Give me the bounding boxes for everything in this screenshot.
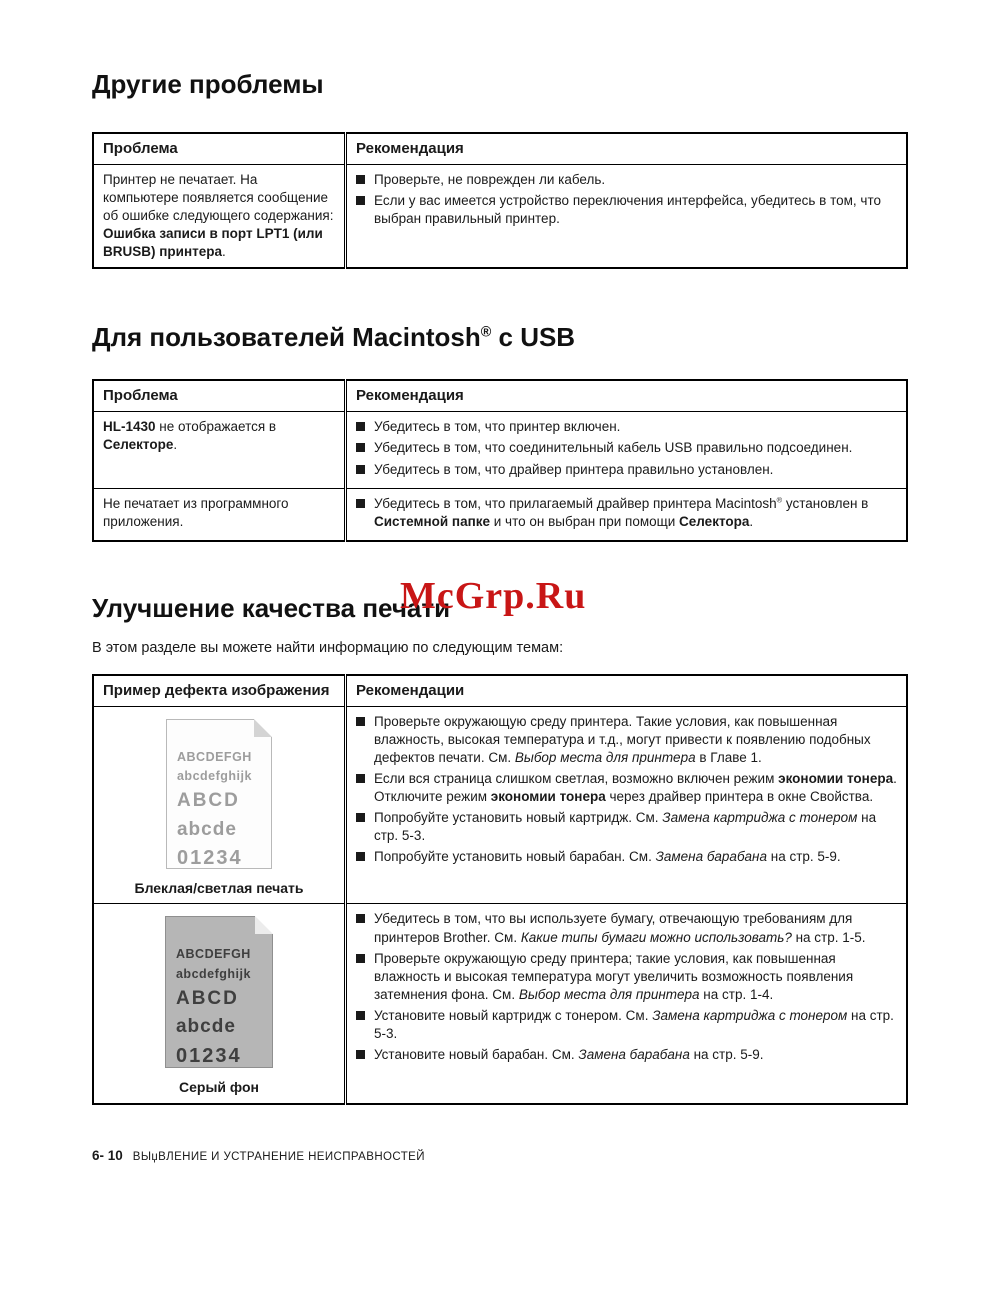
table-header-row xyxy=(93,380,907,412)
sample-text-line: abcde xyxy=(176,818,237,840)
other-problems-table xyxy=(92,132,908,269)
bullet-square-icon xyxy=(356,175,365,184)
column-header-defect-example: Пример дефекта изображения xyxy=(93,675,345,707)
recommendation-cell xyxy=(345,412,907,488)
bullet-square-icon xyxy=(356,954,365,963)
table-row xyxy=(93,904,907,1104)
gray-background-sample-image xyxy=(165,916,273,1068)
bullet-square-icon xyxy=(356,196,365,205)
problem-cell: HL-1430 не отображается в Селекторе. xyxy=(93,412,345,488)
bullet-square-icon xyxy=(356,717,365,726)
watermark: McGrp.Ru xyxy=(400,574,587,617)
print-quality-heading-block xyxy=(92,574,908,624)
recommendation-cell xyxy=(345,706,907,904)
bullet-square-icon xyxy=(356,774,365,783)
sample-text-line: 01234 xyxy=(175,1044,242,1067)
section-title-macintosh-usb: Для пользователей Macintosh® с USB xyxy=(92,322,576,353)
column-header-recommendation: Рекомендация xyxy=(345,133,907,165)
column-header-problem: Проблема xyxy=(93,133,345,165)
print-quality-table xyxy=(92,674,908,1106)
problem-cell: Принтер не печатает. На компьютере появляется сообщение об ошибке следующего содержания: Ошибка записи в порт LPT1 (или BRUSB) принтера. xyxy=(93,164,345,268)
bullet-square-icon xyxy=(356,813,365,822)
macintosh-usb-table xyxy=(92,379,908,541)
problem-cell: Не печатает из программного приложения. xyxy=(93,488,345,541)
recommendation-item: Убедитесь в том, что соединительный кабель USB правильно подсоединен. xyxy=(356,439,897,457)
chapter-title: ВЫџВЛЕНИЕ И УСТРАНЕНИЕ НЕИСПРАВНОСТЕЙ xyxy=(132,1151,425,1164)
recommendation-item: Установите новый картридж с тонером. См. Замена картриджа с тонером на стр. 5-3. xyxy=(356,1007,897,1043)
recommendation-item: Убедитесь в том, что драйвер принтера правильно установлен. xyxy=(356,461,897,479)
recommendation-item: Убедитесь в том, что прилагаемый драйвер принтера Macintosh® установлен в Системной папке и что он выбран при помощи Селектора. xyxy=(356,495,897,531)
recommendation-item: Попробуйте установить новый картридж. См. Замена картриджа с тонером на стр. 5-3. xyxy=(356,809,897,845)
faint-print-sample-image xyxy=(166,719,272,869)
recommendation-item: Проверьте, не поврежден ли кабель. xyxy=(356,171,897,189)
section-title-print-quality: Улучшение качества печати xyxy=(92,592,451,623)
recommendation-item: Попробуйте установить новый барабан. См. Замена барабана на стр. 5-9. xyxy=(356,848,897,866)
column-header-recommendation: Рекомендация xyxy=(345,380,907,412)
table-header-row xyxy=(93,133,907,165)
sample-text-line: abcdefghijk xyxy=(176,769,252,784)
recommendation-item: Проверьте окружающую среду принтера; такие условия, как повышенная влажность и высокая температура могут увеличить возможность появления затемнения фона. См. Выбор места для принтера на стр. 1-4. xyxy=(356,950,897,1004)
sample-text-line: abcde xyxy=(175,1016,236,1038)
page-footer xyxy=(92,1147,908,1165)
section-title-other-problems: Другие проблемы xyxy=(92,69,324,99)
column-header-problem: Проблема xyxy=(93,380,345,412)
bullet-square-icon xyxy=(356,443,365,452)
defect-sample-cell xyxy=(93,706,345,904)
recommendation-cell xyxy=(345,164,907,268)
sample-text-line: ABCDEFGH xyxy=(175,947,251,962)
table-row xyxy=(93,164,907,268)
bullet-square-icon xyxy=(356,422,365,431)
recommendation-item: Проверьте окружающую среду принтера. Такие условия, как повышенная влажность, высокая температура и т.д., могут привести к появлению подобных дефектов печати. См. Выбор места для принтера в Главе 1. xyxy=(356,713,897,767)
table-row xyxy=(93,488,907,541)
table-header-row xyxy=(93,675,907,707)
bullet-square-icon xyxy=(356,499,365,508)
sample-text-line: ABCDEFGH xyxy=(176,749,252,764)
bullet-square-icon xyxy=(356,1050,365,1059)
defect-caption: Блеклая/светлая печать xyxy=(134,879,304,896)
defect-caption: Серый фон xyxy=(179,1079,259,1096)
table-row xyxy=(93,412,907,488)
recommendation-item: Убедитесь в том, что вы используете бумагу, отвечающую требованиям для принтеров Brother. См. Какие типы бумаги можно использовать? на стр. 1-5. xyxy=(356,910,897,946)
table-row xyxy=(93,706,907,904)
recommendation-item: Если вся страница слишком светлая, возможно включен режим экономии тонера. Отключите режим экономии тонера через драйвер принтера в окне Свойства. xyxy=(356,770,897,806)
page-number: 6- 10 xyxy=(92,1148,123,1164)
defect-sample-cell xyxy=(93,904,345,1104)
recommendation-item: Если у вас имеется устройство переключения интерфейса, убедитесь в том, что выбран правильный принтер. xyxy=(356,192,897,228)
recommendation-cell xyxy=(345,488,907,541)
bullet-square-icon xyxy=(356,914,365,923)
bullet-square-icon xyxy=(356,852,365,861)
recommendation-item: Убедитесь в том, что принтер включен. xyxy=(356,418,897,436)
sample-text-line: ABCD xyxy=(175,987,239,1009)
recommendation-item: Установите новый барабан. См. Замена барабана на стр. 5-9. xyxy=(356,1046,897,1064)
section-intro-text: В этом разделе вы можете найти информацию по следующим темам: xyxy=(92,639,564,656)
sample-text-line: abcdefghijk xyxy=(175,967,251,982)
recommendation-cell xyxy=(345,904,907,1104)
bullet-square-icon xyxy=(356,465,365,474)
sample-text-line: ABCD xyxy=(176,790,240,812)
bullet-square-icon xyxy=(356,1011,365,1020)
sample-text-line: 01234 xyxy=(176,847,243,870)
column-header-recommendations: Рекомендации xyxy=(345,675,907,707)
